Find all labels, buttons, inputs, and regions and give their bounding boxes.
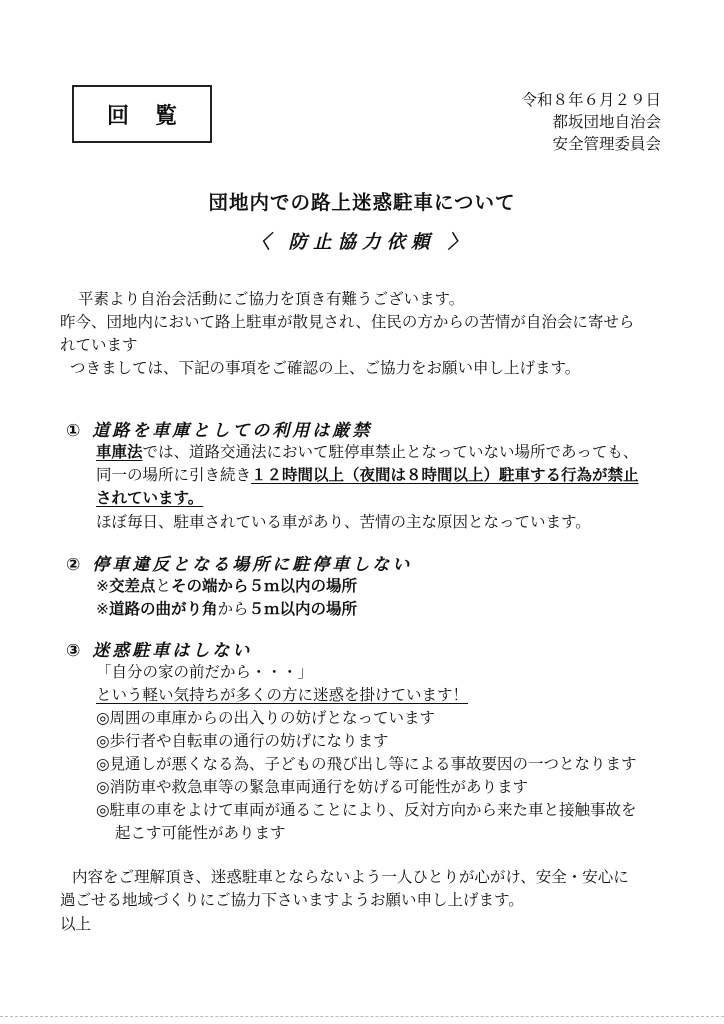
closing-line-2: 過ごせる地域づくりにご協力下さいますようお願い申し上げます。 <box>60 891 524 909</box>
section-3-item-3: ◎見通しが悪くなる為、子どもの飛び出し等による事故要因の一つとなります <box>96 755 637 773</box>
closing-line-1: 内容をご理解頂き、迷惑駐車とならないよう一人ひとりが心がけ、安全・安心に <box>72 868 629 886</box>
intro-line-2: 昨今、団地内において路上駐車が散見され、住民の方からの苦情が自治会に寄せら <box>60 313 635 331</box>
issuer-org: 都坂団地自治会 <box>552 113 661 131</box>
intro-line-1: 平素より自治会活動にご協力を頂き有難うございます。 <box>78 290 465 308</box>
section-3-item-2: ◎歩行者や自転車の通行の妨げになります <box>96 732 389 750</box>
section-2-heading: ② 停車違反となる場所に駐停車しない <box>66 555 413 575</box>
document-subtitle: 〈 防止協力依頼 〉 <box>251 232 473 253</box>
section-1-line-3: されています。 <box>96 489 204 507</box>
garage-law-term: 車庫法 <box>96 443 143 461</box>
circular-label: 回覧 <box>106 103 203 129</box>
section-3-heading: ③ 迷惑駐車はしない <box>66 641 253 661</box>
closing-end: 以上 <box>60 915 92 933</box>
section-3-item-5-cont: 起こす可能性があります <box>115 824 286 842</box>
section-3-item-5: ◎駐車の車をよけて車両が通ることにより、反対方向から来た車と接触事故を <box>96 801 637 819</box>
section-3-item-1: ◎周囲の車庫からの出入りの妨げとなっています <box>96 709 436 727</box>
issuer-committee: 安全管理委員会 <box>552 135 661 153</box>
section-1-line-2: 同一の場所に引き続き１２時間以上（夜間は８時間以上）駐車する行為が禁止 <box>96 466 639 484</box>
scan-edge-line <box>0 1016 724 1017</box>
section-1-heading: ① 道路を車庫としての利用は厳禁 <box>66 421 373 441</box>
document-title: 団地内での路上迷惑駐車について <box>208 191 516 214</box>
section-3-item-4: ◎消防車や救急車等の緊急車両通行を妨げる可能性があります <box>96 778 529 796</box>
section-2-item-2: ※道路の曲がり角から５ｍ以内の場所 <box>96 600 358 618</box>
section-1-line-4: ほぼ毎日、駐車されている車があり、苦情の主な原因となっています。 <box>96 513 591 531</box>
section-1-line-1: 車庫法では、道路交通法において駐停車禁止となっていない場所であっても、 <box>96 443 639 461</box>
section-3-quote: 「自分の家の前だから・・・」 <box>96 663 314 681</box>
section-3-warning: という軽い気持ちが多くの方に迷惑を掛けています！ <box>96 686 469 704</box>
issue-date: 令和８年６月２９日 <box>521 91 661 109</box>
section-2-item-1: ※交差点とその端から５ｍ以内の場所 <box>96 577 358 595</box>
issuer-block <box>521 89 661 155</box>
circular-label-box <box>72 85 212 143</box>
intro-line-3: れています <box>60 336 138 354</box>
prohibited-duration: １２時間以上（夜間は８時間以上）駐車する行為が禁止 <box>251 466 639 484</box>
intro-line-4: つきましては、下記の事項をご確認の上、ご協力をお願い申し上げます。 <box>70 359 581 377</box>
